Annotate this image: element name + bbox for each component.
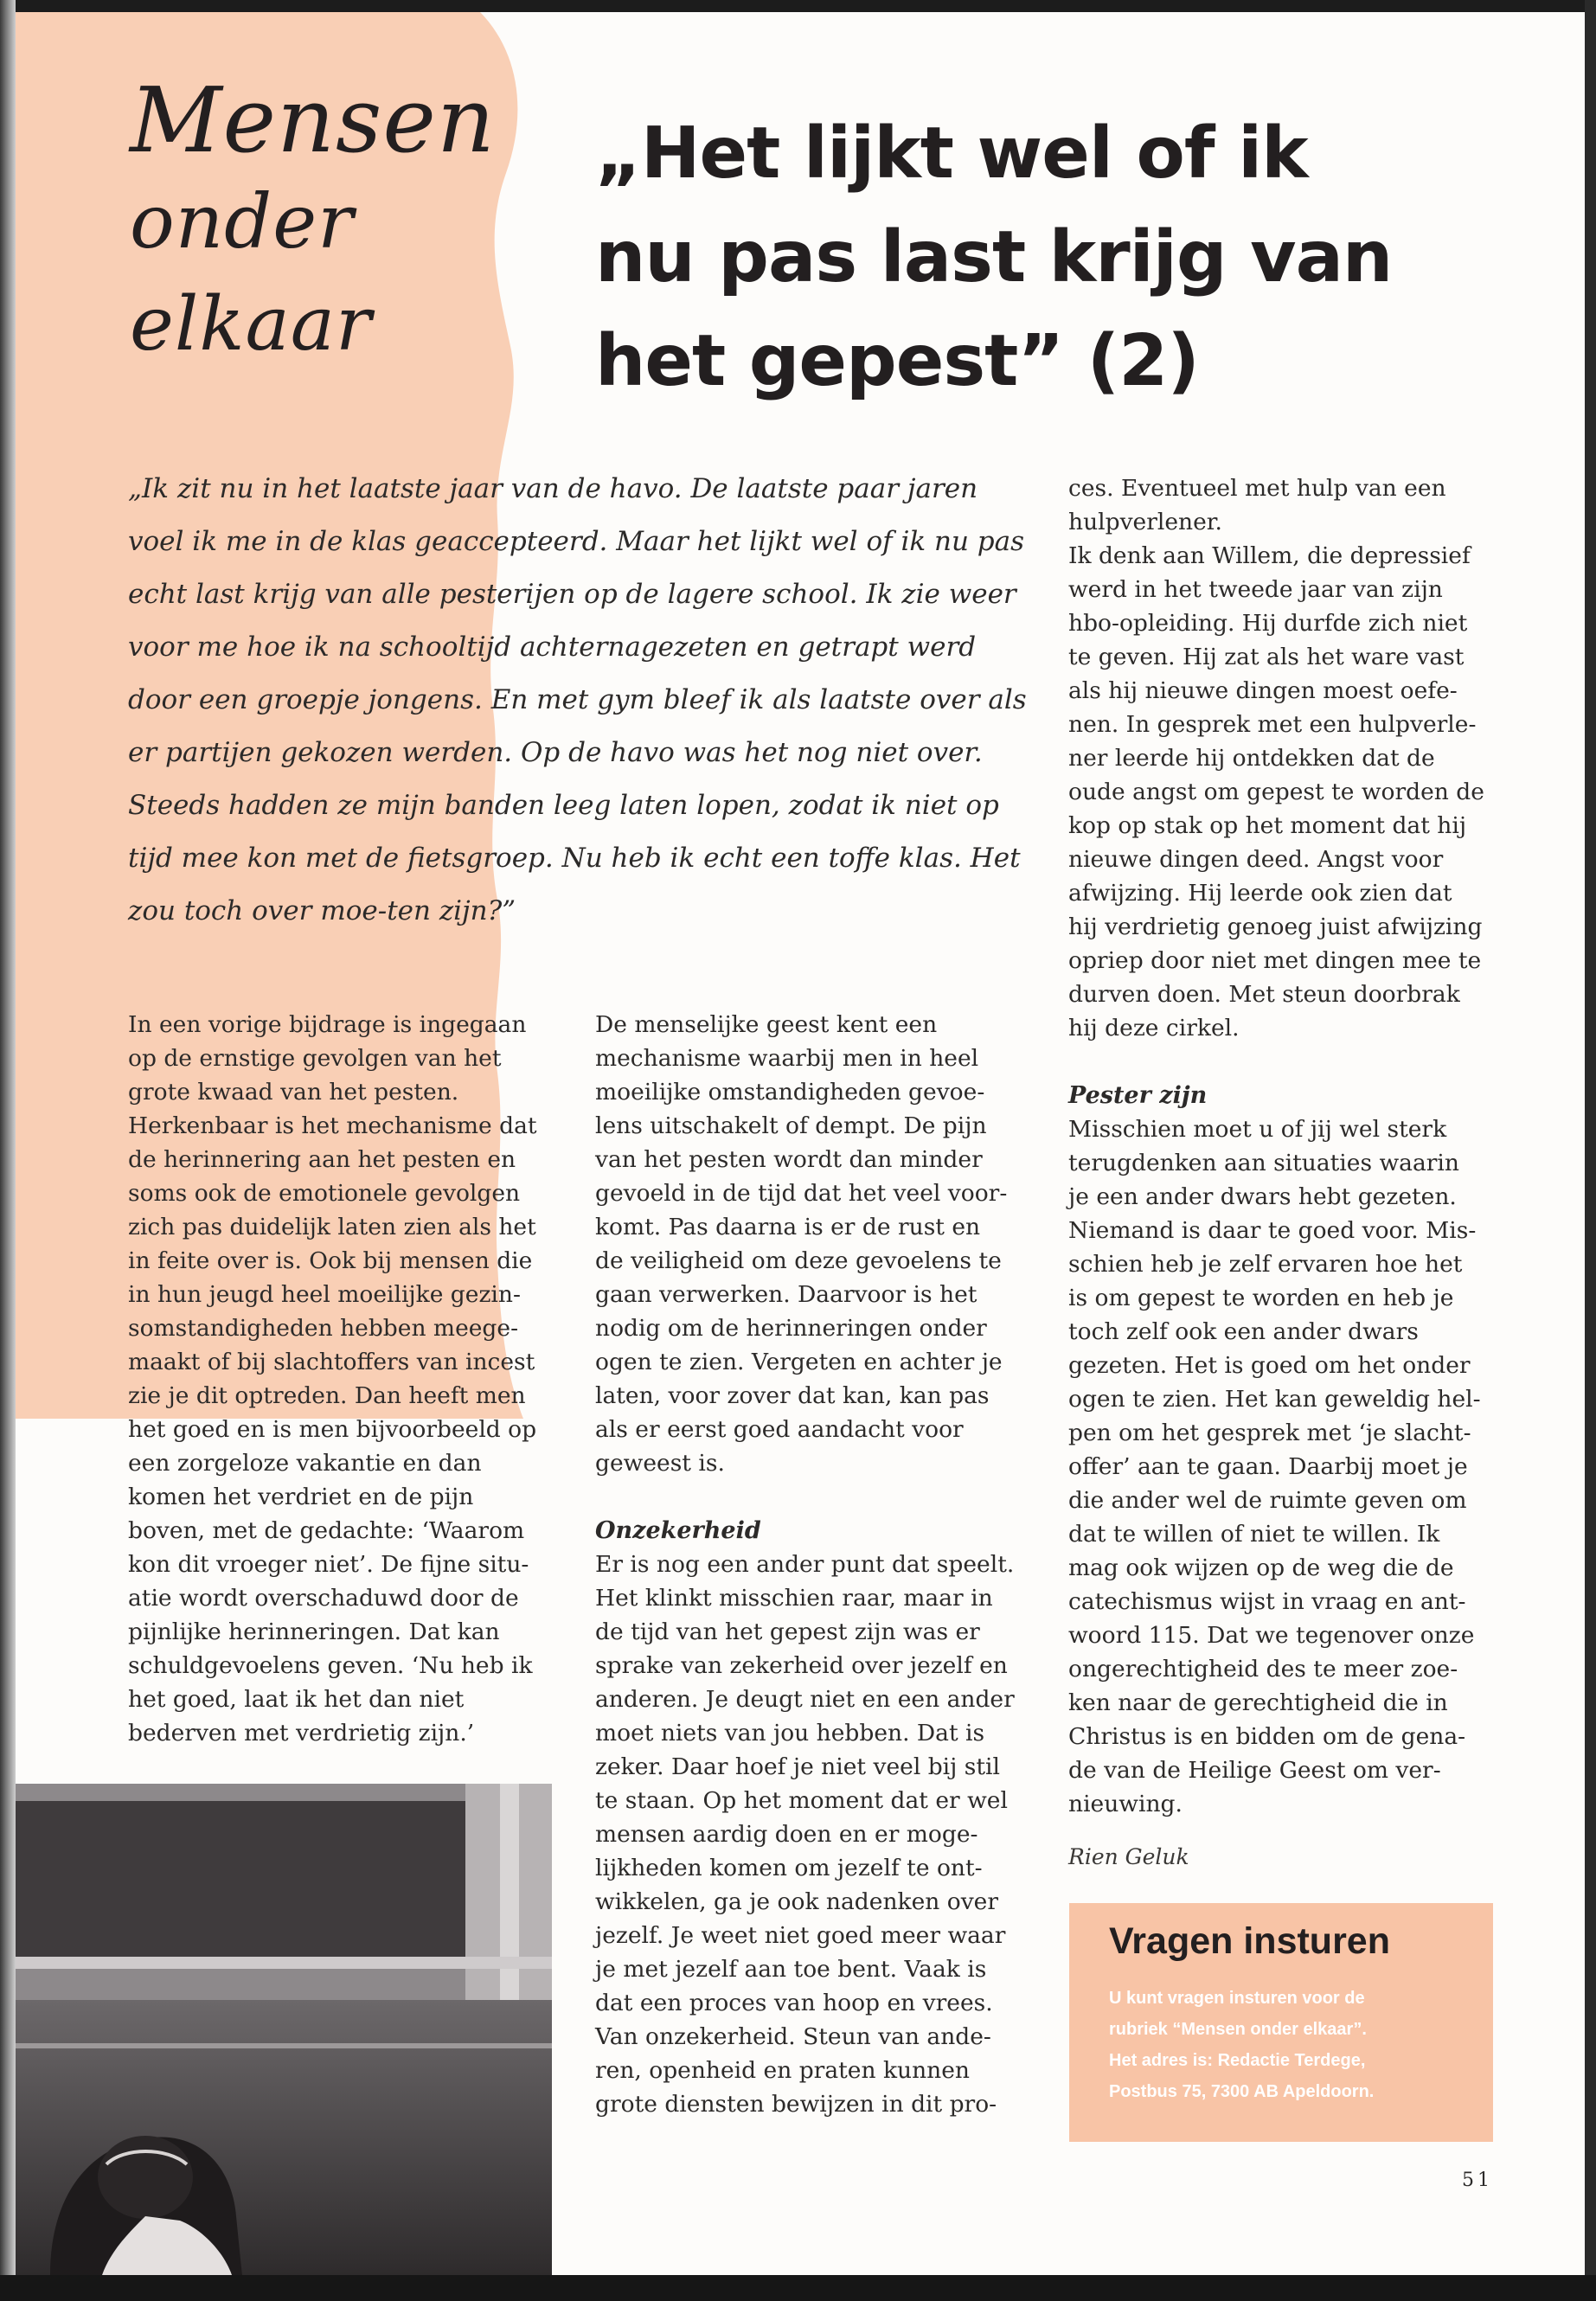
text-line: Er is nog een ander punt dat speelt. xyxy=(595,1551,1015,1578)
text-line: laten, voor zover dat kan, kan pas xyxy=(595,1382,990,1409)
text-line: die ander wel de ruimte geven om xyxy=(1068,1487,1467,1514)
text-line: kon dit vroeger niet’. De fijne situ- xyxy=(128,1551,529,1578)
text-line: hij verdrietig genoeg juist afwijzing xyxy=(1068,913,1483,940)
author-signature: Rien Geluk xyxy=(1068,1844,1189,1869)
headline-line: nu pas last krijg van xyxy=(595,216,1393,298)
text-line: grote diensten bewijzen in dit pro- xyxy=(595,2091,997,2118)
text-line: geweest is. xyxy=(595,1450,725,1477)
text-line: ken naar de gerechtigheid die in xyxy=(1068,1689,1448,1716)
scan-border-top xyxy=(0,0,1596,12)
text-line: Christus is en bidden om de gena- xyxy=(1068,1723,1466,1750)
text-line: schuldgevoelens geven. ‘Nu heb ik xyxy=(128,1652,533,1679)
info-box-line: rubriek “Mensen onder elkaar”. xyxy=(1109,2020,1367,2039)
text-line: afwijzing. Hij leerde ook zien dat xyxy=(1068,880,1452,907)
text-line: lijkheden komen om jezelf te ont- xyxy=(595,1855,983,1881)
text-line: werd in het tweede jaar van zijn xyxy=(1068,576,1443,603)
text-line: durven doen. Met steun doorbrak xyxy=(1068,981,1460,1008)
text-line: het goed, laat ik het dan niet xyxy=(128,1686,465,1713)
text-line: oude angst om gepest te worden de xyxy=(1068,779,1484,805)
text-line: boven, met de gedachte: ‘Waarom xyxy=(128,1517,525,1544)
text-line: jezelf. Je weet niet goed meer waar xyxy=(595,1922,1006,1949)
text-line: je met jezelf aan toe bent. Vaak is xyxy=(595,1956,987,1983)
headline-line: „Het lijkt wel of ik xyxy=(595,112,1308,195)
text-line: de tijd van het gepest zijn was er xyxy=(595,1618,980,1645)
text-line: gezeten. Het is goed om het onder xyxy=(1068,1352,1471,1379)
info-box-title: Vragen insturen xyxy=(1109,1920,1390,1962)
text-line: moeilijke omstandigheden gevoe- xyxy=(595,1079,985,1106)
info-box-line: Postbus 75, 7300 AB Apeldoorn. xyxy=(1109,2082,1375,2101)
info-box-vragen-insturen xyxy=(1069,1903,1493,2142)
text-line: soms ook de emotionele gevolgen xyxy=(128,1180,521,1207)
rubric-line: onder xyxy=(130,179,355,266)
text-line: in hun jeugd heel moeilijke gezin- xyxy=(128,1281,521,1308)
text-line: te staan. Op het moment dat er wel xyxy=(595,1787,1008,1814)
scan-border-right xyxy=(1585,0,1596,2301)
text-line: komen het verdriet en de pijn xyxy=(128,1484,474,1510)
text-line: hij deze cirkel. xyxy=(1068,1015,1240,1042)
text-line: toch zelf ook een ander dwars xyxy=(1068,1318,1419,1345)
text-line: gaan verwerken. Daarvoor is het xyxy=(595,1281,977,1308)
text-line: ces. Eventueel met hulp van een xyxy=(1068,475,1446,502)
text-line: terugdenken aan situaties waarin xyxy=(1068,1150,1459,1176)
text-line: Van onzekerheid. Steun van ande- xyxy=(595,2023,991,2050)
text-line: mensen aardig doen en er moge- xyxy=(595,1821,978,1848)
info-box-line: Het adres is: Redactie Terdege, xyxy=(1109,2051,1366,2070)
text-line: Herkenbaar is het mechanisme dat xyxy=(128,1112,537,1139)
text-line: nieuwing. xyxy=(1068,1791,1183,1817)
text-line: pen om het gesprek met ‘je slacht- xyxy=(1068,1420,1471,1446)
text-line: ogen te zien. Het kan geweldig hel- xyxy=(1068,1386,1481,1413)
text-line: Niemand is daar te goed voor. Mis- xyxy=(1068,1217,1477,1244)
text-line: is om gepest te worden en heb je xyxy=(1068,1285,1454,1311)
column-middle-text-b xyxy=(595,1548,1028,2121)
text-line: als hij nieuwe dingen moest oefe- xyxy=(1068,677,1458,704)
scan-border-left xyxy=(0,0,16,2301)
text-line: grote kwaad van het pesten. xyxy=(128,1079,459,1106)
text-line: opriep door niet met dingen mee te xyxy=(1068,947,1482,974)
text-line: Misschien moet u of jij wel sterk xyxy=(1068,1116,1447,1143)
text-line: een zorgeloze vakantie en dan xyxy=(128,1450,482,1477)
text-line: dat een proces van hoop en vrees. xyxy=(595,1990,993,2016)
text-line: gevoeld in de tijd dat het veel voor- xyxy=(595,1180,1008,1207)
rubric-title xyxy=(130,69,496,375)
text-line: dat te willen of niet te willen. Ik xyxy=(1068,1521,1440,1548)
rubric-line: Mensen xyxy=(130,67,496,173)
text-line: nodig om de herinneringen onder xyxy=(595,1315,987,1342)
text-line: sprake van zekerheid over jezelf en xyxy=(595,1652,1008,1679)
text-line: mechanisme waarbij men in heel xyxy=(595,1045,979,1072)
photo-girl-by-road xyxy=(16,1784,552,2275)
text-line: schien heb je zelf ervaren hoe het xyxy=(1068,1251,1463,1278)
text-line: in feite over is. Ook bij mensen die xyxy=(128,1247,533,1274)
scan-border-bottom xyxy=(0,2275,1596,2301)
text-line: je een ander dwars hebt gezeten. xyxy=(1068,1183,1457,1210)
text-line: zeker. Daar hoef je niet veel bij stil xyxy=(595,1753,1000,1780)
text-line: Het klinkt misschien raar, maar in xyxy=(595,1585,993,1612)
text-line: offer’ aan te gaan. Daarbij moet je xyxy=(1068,1453,1468,1480)
text-line: te geven. Hij zat als het ware vast xyxy=(1068,644,1465,670)
text-line: atie wordt overschaduwd door de xyxy=(128,1585,519,1612)
column-right-text-b xyxy=(1068,1112,1492,1821)
text-line: het goed en is men bijvoorbeeld op xyxy=(128,1416,537,1443)
info-box-text xyxy=(1109,1983,1481,2107)
text-line: de herinnering aan het pesten en xyxy=(128,1146,516,1173)
column-left xyxy=(128,1008,552,1750)
column-right-text-a xyxy=(1068,471,1492,1045)
text-line: de van de Heilige Geest om ver- xyxy=(1068,1757,1441,1784)
text-line: maakt of bij slachtoffers van incest xyxy=(128,1349,535,1375)
text-line: hulpverlener. xyxy=(1068,509,1222,535)
text-line: nen. In gesprek met een hulpverle- xyxy=(1068,711,1477,738)
text-line: ongerechtigheid des te meer zoe- xyxy=(1068,1656,1458,1682)
text-line: mag ook wijzen op de weg die de xyxy=(1068,1554,1454,1581)
text-line: wikkelen, ga je ook nadenken over xyxy=(595,1888,999,1915)
text-line: moet niets van jou hebben. Dat is xyxy=(595,1720,985,1747)
section-heading-onzekerheid: Onzekerheid xyxy=(595,1517,761,1544)
text-line: ren, openheid en praten kunnen xyxy=(595,2057,970,2084)
text-line: als er eerst goed aandacht voor xyxy=(595,1416,964,1443)
text-line: De menselijke geest kent een xyxy=(595,1011,938,1038)
text-line: komt. Pas daarna is er de rust en xyxy=(595,1214,981,1240)
text-line: zich pas duidelijk laten zien als het xyxy=(128,1214,536,1240)
rubric-line: elkaar xyxy=(130,281,373,368)
text-line: ogen te zien. Vergeten en achter je xyxy=(595,1349,1003,1375)
column-right xyxy=(1068,471,1492,1821)
text-line: Ik denk aan Willem, die depressief xyxy=(1068,542,1471,569)
text-line: anderen. Je deugt niet en een ander xyxy=(595,1686,1015,1713)
text-line: op de ernstige gevolgen van het xyxy=(128,1045,502,1072)
info-box-line: U kunt vragen insturen voor de xyxy=(1109,1989,1365,2008)
article-headline xyxy=(595,102,1547,413)
text-line: In een vorige bijdrage is ingegaan xyxy=(128,1011,527,1038)
text-line: somstandigheden hebben meege- xyxy=(128,1315,519,1342)
headline-line: het gepest” (2) xyxy=(595,320,1199,402)
text-line: van het pesten wordt dan minder xyxy=(595,1146,983,1173)
text-line: pijnlijke herinneringen. Dat kan xyxy=(128,1618,500,1645)
text-line: hbo-opleiding. Hij durfde zich niet xyxy=(1068,610,1468,637)
column-middle-text-a xyxy=(595,1008,1028,1480)
text-line: zie je dit optreden. Dan heeft men xyxy=(128,1382,526,1409)
text-line: de veiligheid om deze gevoelens te xyxy=(595,1247,1002,1274)
column-middle xyxy=(595,1008,1028,2121)
text-line: woord 115. Dat we tegenover onze xyxy=(1068,1622,1475,1649)
text-line: nieuwe dingen deed. Angst voor xyxy=(1068,846,1444,873)
text-line: catechismus wijst in vraag en ant- xyxy=(1068,1588,1466,1615)
column-left-text xyxy=(128,1008,552,1750)
text-line: lens uitschakelt of dempt. De pijn xyxy=(595,1112,987,1139)
section-heading-pester-zijn: Pester zijn xyxy=(1068,1082,1208,1109)
text-line: kop op stak op het moment dat hij xyxy=(1068,812,1467,839)
lead-quote: „Ik zit nu in het laatste jaar van de havo. De laatste paar jaren voel ik me in de klas geaccepteerd. Maar het lijkt wel of ik nu pas echt last krijg van alle pesterijen op de lagere school. Ik zie weer voor me hoe ik na schooltijd achternagezeten en getrapt werd door een groepje jongens. En met gym bleef ik als laatste over als er partijen gekozen werden. Op de havo was het nog niet over. Steeds hadden ze mijn banden leeg laten lopen, zodat ik niet op tijd mee kon met de fietsgroep. Nu heb ik echt een toffe klas. Het zou toch over moe-ten zijn?” xyxy=(128,473,1027,926)
page-number: 51 xyxy=(1462,2170,1493,2191)
text-line: bederven met verdrietig zijn.’ xyxy=(128,1720,475,1747)
text-line: ner leerde hij ontdekken dat de xyxy=(1068,745,1435,772)
